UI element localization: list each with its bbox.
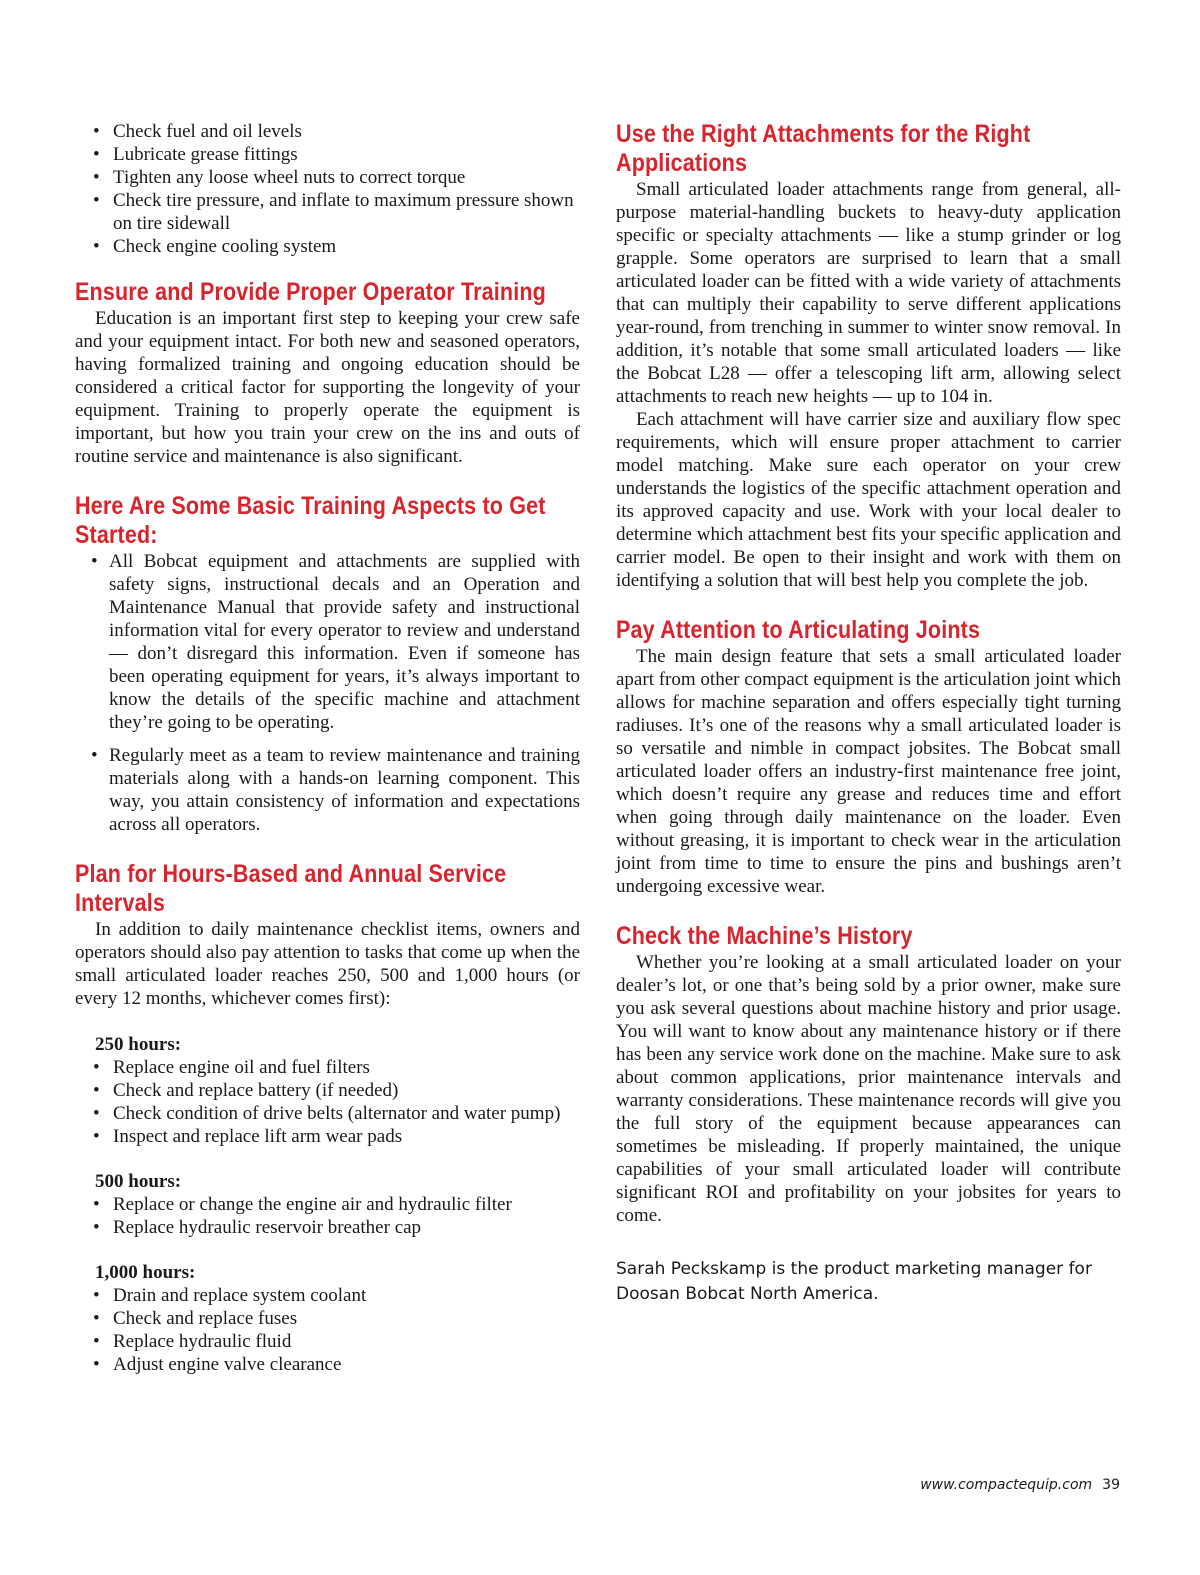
attachments-paragraph-1: Small articulated loader attachments range from general, all-purpose material-handling buckets to heavy-duty application specific or specialty attachments — like a stump grinder or log grapple. Some operators are surprised to learn that a small articulated loader can be fitted with a wide variety of attachments that can multiply their capability to serve different applications year-round, from trenching in summer to winter snow removal. In addition, it’s notable that some small articulated loaders — like the Bobcat L28 — offer a telescoping lift arm, allowing select attachments to reach new heights — up to 104 in. [616,179,1121,407]
list-item: • Tighten any loose wheel nuts to correct torque [75,166,580,189]
interval-list-500 [75,1193,580,1239]
list-item: • Lubricate grease fittings [75,143,580,166]
footer-url: www.compactequip.com [920,1477,1093,1493]
basics-list [75,550,580,836]
interval-list-1000 [75,1284,580,1376]
section-heading-joints: Pay Attention to Articulating Joints [616,616,981,644]
history-paragraph: Whether you’re looking at a small articulated loader on your dealer’s lot, or one that’s being sold by a prior owner, make sure you ask several questions about machine history and prior usage. You will want to know about any maintenance history or if there has been any service work done on the machine. Make sure to ask about common applications, prior maintenance intervals and warranty considerations. These maintenance records will give you the full story of the equipment because appearances can sometimes be misleading. If properly maintained, the unique capabilities of your small articulated loader will contribute significant ROI and profitability on your jobsites for years to come. [616,952,1121,1226]
interval-label-1000: 1,000 hours: [95,1262,196,1283]
list-item: • Check and replace battery (if needed) [75,1079,580,1102]
right-column [616,120,1121,1307]
page-footer [920,1477,1120,1493]
attachments-paragraph-2: Each attachment will have carrier size and auxiliary flow spec requirements, which will ensure proper attachment to carrier model matching. Make sure each operator on your crew understands the logistics of the specific attachment operation and its approved capacity and use. Work with your local dealer to determine which attachment best fits your specific application and carrier model. Be open to their insight and work with them on identifying a solution that will best help you complete the job. [616,409,1121,591]
list-item: • Inspect and replace lift arm wear pads [75,1125,580,1148]
list-item: • Drain and replace system coolant [75,1284,580,1307]
training-paragraph: Education is an important first step to keeping your crew safe and your equipment intact. For both new and seasoned operators, having formalized training and ongoing education should be considered a critical factor for supporting the longevity of your equipment. Training to properly operate the equipment is important, but how you train your crew on the ins and outs of routine service and maintenance is also significant. [75,308,580,467]
list-item: • Regularly meet as a team to review maintenance and training materials along with a hands-on learning component. This way, you attain consistency of information and expectations across all operators. [75,744,580,836]
list-item: • Check condition of drive belts (alternator and water pump) [75,1102,580,1125]
list-item: • All Bobcat equipment and attachments are supplied with safety signs, instructional decals and an Operation and Maintenance Manual that provide safety and instructional information vital for every operator to review and understand — don’t disregard this information. Even if someone has been operating equipment for years, it’s always important to know the details of the specific machine and attachment they’re going to be operating. [75,550,580,734]
section-heading-training: Ensure and Provide Proper Operator Training [75,278,546,306]
interval-label-250: 250 hours: [95,1034,182,1055]
list-item: • Check and replace fuses [75,1307,580,1330]
list-item: • Replace hydraulic reservoir breather cap [75,1216,580,1239]
interval-label-500: 500 hours: [95,1171,182,1192]
interval-list-250 [75,1056,580,1148]
section-heading-intervals: Plan for Hours-Based and Annual Service Intervals [75,860,507,917]
daily-checklist [75,120,580,258]
section-heading-history: Check the Machine’s History [616,922,913,950]
section-heading-basics: Here Are Some Basic Training Aspects to Get Started: [75,492,546,549]
left-column [75,120,580,1376]
list-item: • Replace engine oil and fuel filters [75,1056,580,1079]
page-number: 39 [1102,1477,1120,1493]
list-item: • Check engine cooling system [75,235,580,258]
section-heading-attachments: Use the Right Attachments for the Right Applications [616,120,1031,177]
joints-paragraph: The main design feature that sets a small articulated loader apart from other compact equipment is the articulation joint which allows for machine separation and offers especially tight turning radiuses. It’s one of the reasons why a small articulated loader is so versatile and nimble in compact jobsites. The Bobcat small articulated loader offers an industry-first maintenance free joint, which doesn’t require any grease and reduces time and effort when going through daily maintenance on the loader. Even without greasing, it is important to check wear in the articulation joint from time to time to ensure the pins and bushings aren’t undergoing excessive wear. [616,646,1121,897]
intervals-paragraph: In addition to daily maintenance checklist items, owners and operators should also pay attention to tasks that come up when the small articulated loader reaches 250, 500 and 1,000 hours (or every 12 months, whichever comes first): [75,919,580,1009]
list-item: • Check fuel and oil levels [75,120,580,143]
list-item: • Replace hydraulic fluid [75,1330,580,1353]
list-item: • Check tire pressure, and inflate to maximum pressure shown on tire sidewall [75,189,580,235]
list-item: • Replace or change the engine air and hydraulic filter [75,1193,580,1216]
list-item: • Adjust engine valve clearance [75,1353,580,1376]
author-credit: Sarah Peckskamp is the product marketing manager for Doosan Bobcat North America. [616,1259,1092,1304]
